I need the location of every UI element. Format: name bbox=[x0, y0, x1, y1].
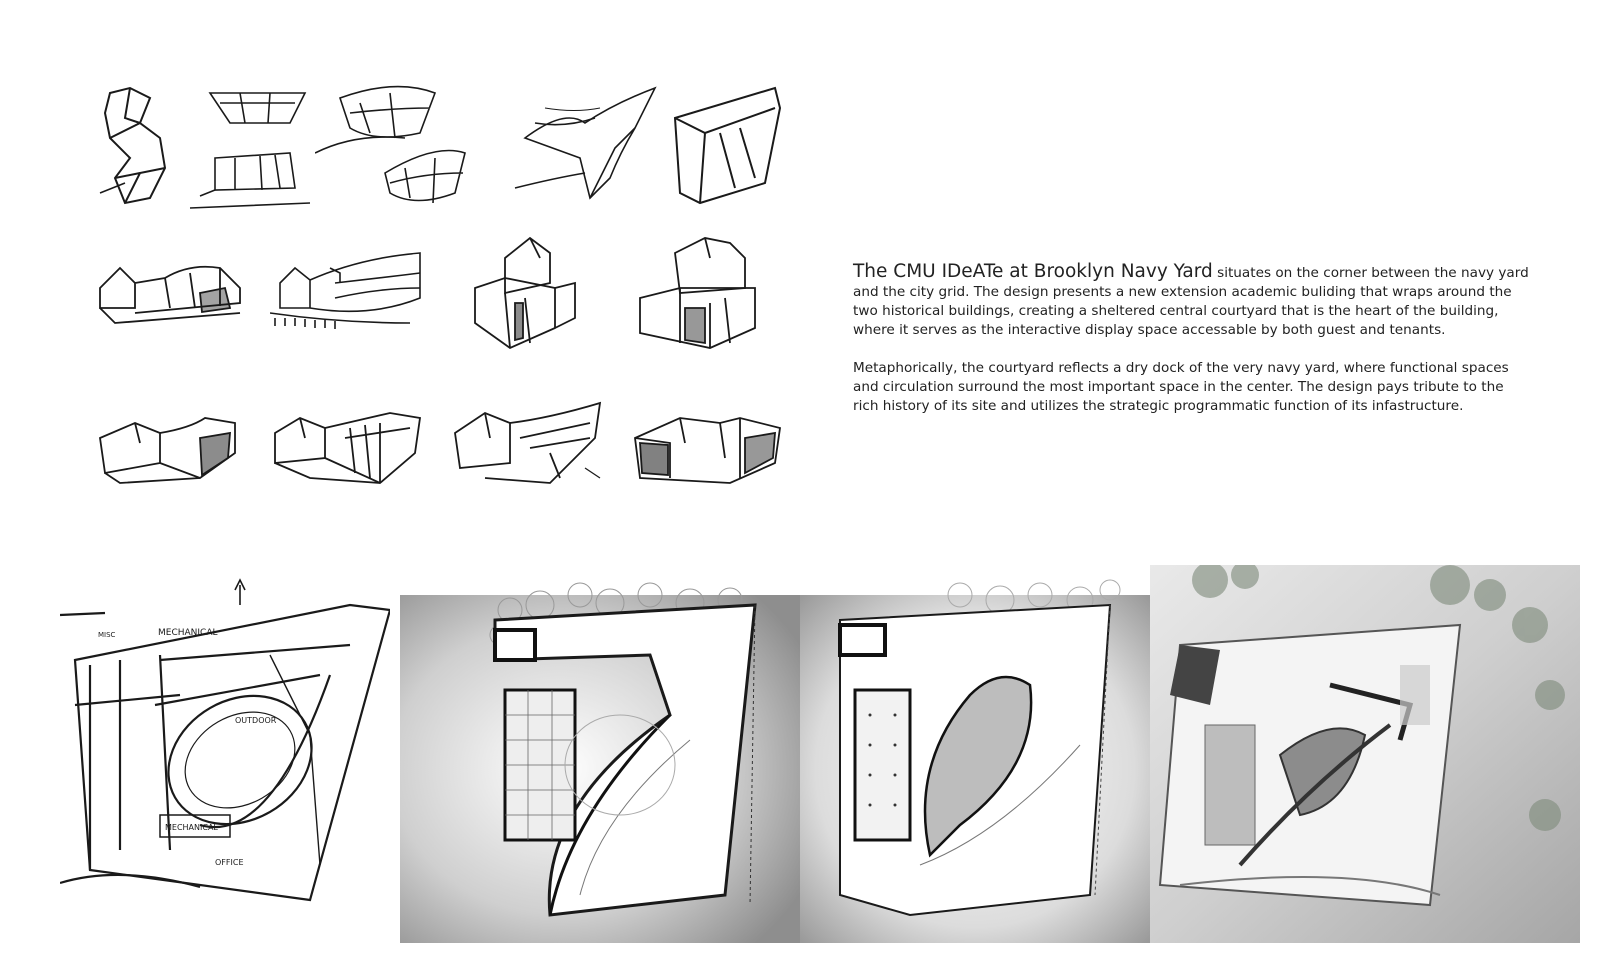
label-mechanical-top: MECHANICAL bbox=[158, 628, 218, 638]
sketch-massing-2 bbox=[270, 383, 445, 523]
floor-plan-2 bbox=[800, 565, 1150, 943]
aerial-render bbox=[1150, 565, 1580, 943]
sketch-wing-gesture bbox=[505, 78, 680, 218]
sketch-house-wave bbox=[90, 228, 265, 368]
hand-diagram-panel bbox=[60, 565, 390, 943]
project-title: The CMU IDeATe at Brooklyn Navy Yard bbox=[853, 261, 1213, 282]
floor-plan-1 bbox=[400, 565, 800, 943]
label-mechanical-bottom: MECHANICAL bbox=[165, 823, 218, 832]
sketch-stacked-houses bbox=[465, 228, 640, 368]
sketch-massing-4 bbox=[630, 383, 805, 523]
paragraph-metaphor: Metaphorically, the courtyard reflects a dry dock of the very navy yard, where functional spaces and circulation surround the most important space in the center. The design pays tribute to the rich history of its site and utilizes the strategic programmatic function of its infastructure. bbox=[853, 360, 1509, 414]
sketch-massing-3 bbox=[450, 383, 625, 523]
label-office: OFFICE bbox=[215, 858, 244, 867]
label-outdoor: OUTDOOR bbox=[235, 716, 277, 725]
label-misc: MISC bbox=[98, 631, 116, 639]
sketch-hull-forms bbox=[315, 78, 490, 218]
concept-sketches-grid bbox=[90, 78, 805, 518]
paragraph-intro bbox=[853, 262, 1533, 340]
paragraph-intro-text: situates on the corner between the navy yard and the city grid. The design presents a new extension academic buliding that wraps around the two historical buildings, creating a sheltered central courtyard that is the heart of the building, where it serves as the interactive display space accessable by both guest and tenants. bbox=[853, 265, 1529, 338]
sketch-massing-1 bbox=[90, 383, 265, 523]
project-description bbox=[853, 262, 1533, 435]
sketch-house-wave-2 bbox=[270, 228, 445, 368]
sketch-prism-mass bbox=[665, 78, 840, 218]
sketch-block-houses bbox=[635, 228, 810, 368]
